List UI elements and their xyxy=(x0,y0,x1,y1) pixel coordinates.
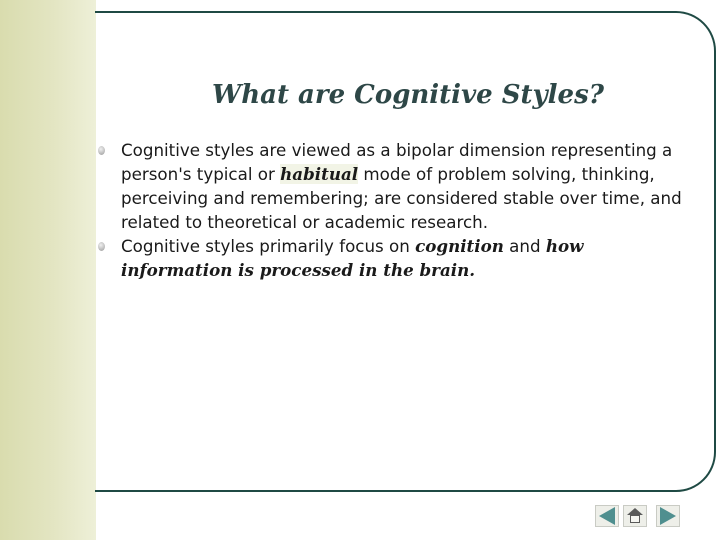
bullet-item xyxy=(98,234,698,282)
bullet-dot-icon xyxy=(98,242,105,251)
next-slide-button[interactable] xyxy=(656,505,680,527)
bullet-item xyxy=(98,138,698,234)
bullet-dot-icon xyxy=(98,146,105,155)
emphasis-cognition: cognition xyxy=(415,236,504,256)
bullet-text: and xyxy=(503,236,546,256)
home-icon xyxy=(627,508,643,524)
previous-slide-button[interactable] xyxy=(595,505,619,527)
left-decorative-band xyxy=(0,0,96,540)
right-triangle-icon xyxy=(660,507,676,525)
bullet-text: Cognitive styles are viewed as a bipolar dimension representing a person's typical or xyxy=(121,140,673,184)
bullet-list xyxy=(98,138,698,282)
emphasis-how-information: how information is processed in the brain. xyxy=(121,236,584,280)
left-triangle-icon xyxy=(599,507,615,525)
bullet-text: mode of problem solving, thinking, perceiving and remembering; are considered stable over time, and related to theoretical or academic research. xyxy=(121,164,682,232)
slide-title: What are Cognitive Styles? xyxy=(212,80,604,110)
bullet-text: Cognitive styles primarily focus on xyxy=(121,236,416,256)
home-button[interactable] xyxy=(623,505,647,527)
emphasis-habitual: habitual xyxy=(280,164,359,184)
